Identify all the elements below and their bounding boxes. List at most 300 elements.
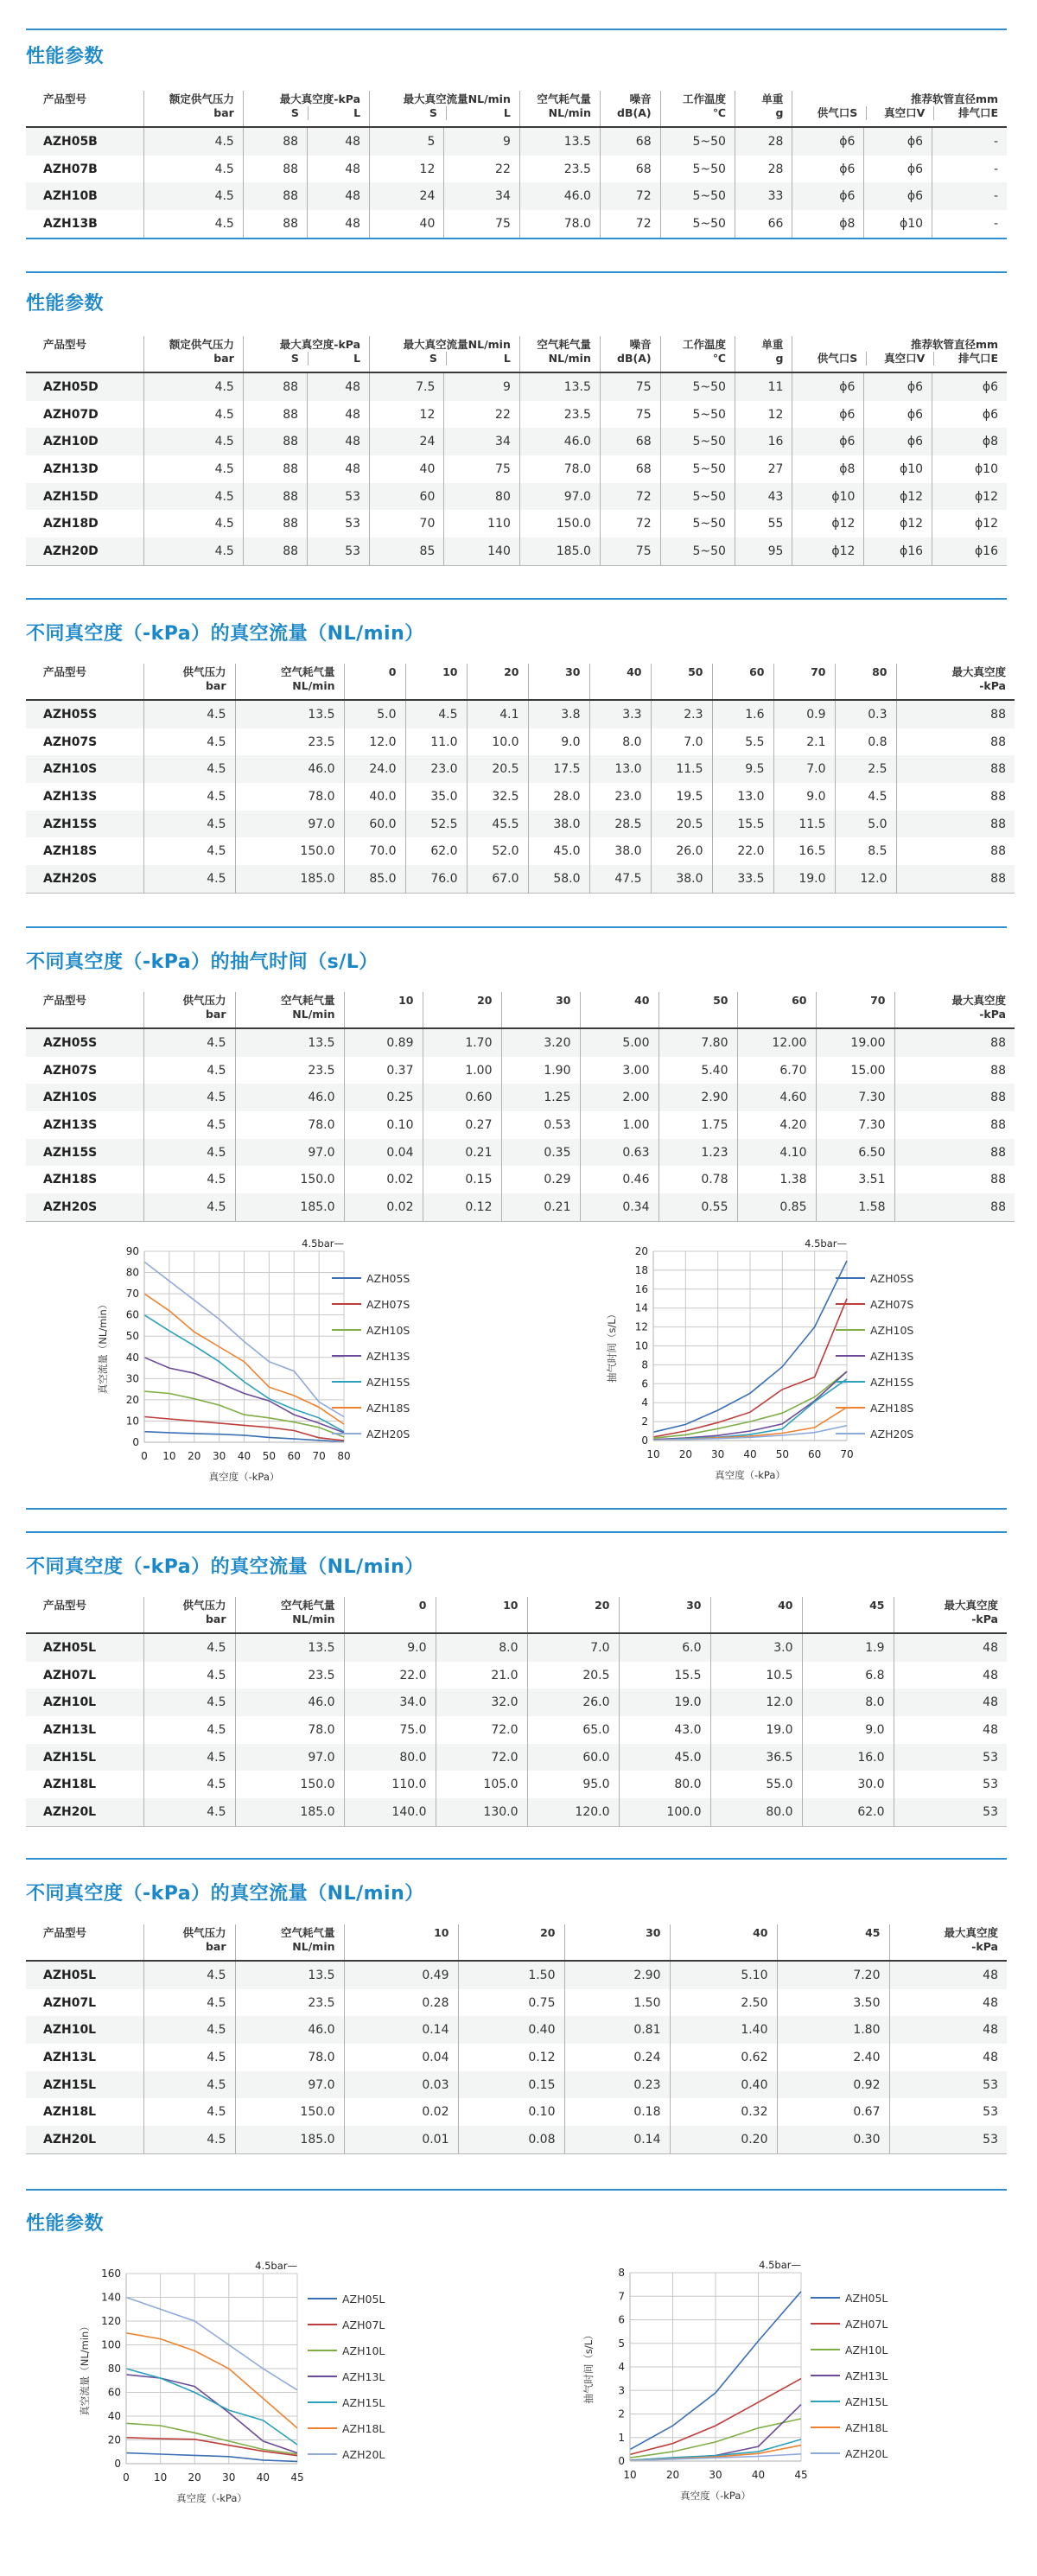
value-cell: 66 — [735, 210, 792, 239]
value-cell: 15.5 — [619, 1662, 710, 1689]
value-cell: 5~50 — [660, 210, 735, 239]
value-cell: 13.5 — [235, 1961, 344, 1989]
value-cell: 4.5 — [143, 700, 235, 728]
value-cell: 53 — [894, 1744, 1007, 1771]
value-cell: 4.5 — [405, 700, 467, 728]
legend-label: AZH18S — [366, 1402, 410, 1415]
value-cell: 23.5 — [235, 1662, 344, 1689]
value-cell: 0.02 — [344, 1193, 423, 1221]
chart-time-s — [570, 1237, 985, 1497]
value-cell: 46.0 — [519, 182, 600, 210]
series-line — [126, 2375, 297, 2453]
value-cell: ϕ16 — [864, 537, 932, 565]
table-row — [26, 1057, 1015, 1084]
table-row — [26, 1771, 1007, 1798]
value-cell: 97.0 — [235, 811, 344, 838]
value-cell: 0.55 — [658, 1193, 737, 1221]
value-cell: 11.5 — [773, 811, 835, 838]
value-cell: 2.5 — [835, 755, 896, 783]
value-cell: 2.50 — [670, 1989, 777, 2017]
value-cell: 0.18 — [564, 2098, 670, 2126]
x-tick-label: 30 — [711, 1448, 725, 1460]
table-header-row — [26, 992, 1015, 1028]
value-cell: 43.0 — [619, 1716, 710, 1744]
y-tick-label: 90 — [125, 1245, 139, 1257]
value-cell: 150.0 — [235, 2098, 344, 2126]
value-cell: 5~50 — [660, 401, 735, 429]
value-cell: 47.5 — [589, 865, 651, 893]
value-cell: 4.5 — [143, 1028, 235, 1057]
y-tick-label: 60 — [107, 2386, 121, 2399]
col-level: 40 — [670, 1924, 777, 1961]
x-axis-label: 真空度（-kPa） — [208, 1471, 280, 1483]
value-cell: 28.5 — [589, 811, 651, 838]
model-cell: AZH05L — [26, 1633, 143, 1662]
value-cell: 48 — [308, 455, 370, 483]
value-cell: 75 — [600, 401, 660, 429]
col-max-flow: 最大真空流量NL/min S L — [370, 91, 520, 127]
value-cell: 13.5 — [235, 700, 344, 728]
col-noise: 噪音 dB(A) — [600, 336, 660, 372]
x-tick-label: 10 — [623, 2469, 637, 2481]
value-cell: 0.78 — [658, 1166, 737, 1193]
col-level: 10 — [405, 664, 467, 700]
model-cell: AZH05S — [26, 700, 143, 728]
value-cell: 8.0 — [436, 1633, 527, 1662]
model-cell: AZH20L — [26, 2126, 143, 2153]
legend-label: AZH07L — [342, 2318, 385, 2331]
model-cell: AZH05B — [26, 127, 143, 156]
y-tick-label: 160 — [101, 2268, 121, 2280]
value-cell: 97.0 — [235, 2071, 344, 2099]
value-cell: 140 — [444, 537, 519, 565]
value-cell: 4.5 — [143, 783, 235, 811]
value-cell: 5~50 — [660, 182, 735, 210]
col-level: 0 — [344, 664, 405, 700]
value-cell: 2.1 — [773, 728, 835, 756]
value-cell: 0.20 — [670, 2126, 777, 2153]
value-cell: 0.01 — [344, 2126, 458, 2153]
y-tick-label: 14 — [634, 1301, 648, 1314]
col-pressure: 供气压力 bar — [143, 992, 235, 1028]
x-axis-label: 真空度（-kPa） — [715, 1469, 786, 1481]
model-cell: AZH10S — [26, 1084, 143, 1111]
value-cell: 0.12 — [458, 2044, 564, 2071]
value-cell: ϕ10 — [864, 210, 932, 239]
value-cell: 75 — [600, 537, 660, 565]
value-cell: 6.50 — [816, 1139, 894, 1167]
value-cell: 88 — [243, 210, 307, 239]
value-cell: 4.5 — [143, 811, 235, 838]
col-model: 产品型号 — [43, 665, 87, 678]
value-cell: 0.46 — [580, 1166, 658, 1193]
value-cell: 48 — [308, 156, 370, 183]
value-cell: 78.0 — [235, 783, 344, 811]
value-cell: 46.0 — [235, 755, 344, 783]
value-cell: 45.5 — [467, 811, 528, 838]
value-cell: 13.5 — [235, 1028, 344, 1057]
value-cell: 0.21 — [501, 1193, 580, 1221]
value-cell: 62.0 — [802, 1798, 894, 1826]
value-cell: 78.0 — [519, 455, 600, 483]
value-cell: 140.0 — [344, 1798, 436, 1826]
model-cell: AZH15S — [26, 811, 143, 838]
time-table-s — [26, 992, 1015, 1222]
value-cell: 0.32 — [670, 2098, 777, 2126]
value-cell: 80.0 — [344, 1744, 436, 1771]
value-cell: 27 — [735, 455, 792, 483]
col-level: 40 — [580, 992, 658, 1028]
value-cell: 4.5 — [143, 2071, 235, 2099]
value-cell: 12 — [370, 401, 444, 429]
value-cell: 150.0 — [519, 510, 600, 537]
value-cell: 5.0 — [344, 700, 405, 728]
value-cell: 4.5 — [143, 2098, 235, 2126]
value-cell: 24 — [370, 428, 444, 455]
value-cell: 67.0 — [467, 865, 528, 893]
table-row — [26, 1193, 1015, 1221]
value-cell: 88 — [894, 1193, 1015, 1221]
value-cell: 76.0 — [405, 865, 467, 893]
value-cell: 0.08 — [458, 2126, 564, 2153]
model-cell: AZH18L — [43, 2105, 97, 2120]
value-cell: - — [932, 182, 1007, 210]
series-line — [126, 2333, 297, 2428]
value-cell: 0.23 — [564, 2071, 670, 2099]
value-cell: 0.60 — [423, 1084, 501, 1111]
legend-label: AZH18S — [870, 1402, 914, 1415]
value-cell: 60.0 — [344, 811, 405, 838]
col-level: 10 — [436, 1597, 527, 1633]
value-cell: 19.0 — [619, 1689, 710, 1716]
value-cell: 1.50 — [458, 1961, 564, 1989]
value-cell: 7.80 — [658, 1028, 737, 1057]
value-cell: 30.0 — [802, 1771, 894, 1798]
value-cell: 11.5 — [651, 755, 712, 783]
table-row — [26, 1028, 1015, 1057]
value-cell: 68 — [600, 127, 660, 156]
value-cell: 120.0 — [527, 1798, 619, 1826]
value-cell: 72 — [600, 210, 660, 239]
value-cell: 4.5 — [143, 401, 243, 429]
value-cell: ϕ8 — [932, 428, 1007, 455]
legend-label: AZH20S — [870, 1428, 914, 1441]
value-cell: 55.0 — [710, 1771, 802, 1798]
value-cell: 6.8 — [802, 1662, 894, 1689]
value-cell: - — [932, 127, 1007, 156]
value-cell: 150.0 — [235, 1771, 344, 1798]
col-level: 40 — [589, 664, 651, 700]
value-cell: 4.5 — [143, 483, 243, 511]
value-cell: 88 — [894, 1028, 1015, 1057]
legend-label: AZH13L — [342, 2370, 385, 2383]
value-cell: 0.14 — [564, 2126, 670, 2153]
value-cell: ϕ16 — [932, 537, 1007, 565]
value-cell: 13.5 — [519, 372, 600, 401]
value-cell: 88 — [896, 728, 1015, 756]
value-cell: 0.25 — [344, 1084, 423, 1111]
value-cell: 23.0 — [405, 755, 467, 783]
value-cell: 48 — [894, 1689, 1007, 1716]
col-max-vacuum: 最大真空度 -kPa — [894, 1597, 1007, 1633]
value-cell: 4.5 — [143, 537, 243, 565]
y-tick-label: 140 — [101, 2291, 121, 2304]
value-cell: 48 — [308, 182, 370, 210]
col-model: 产品型号 — [43, 338, 87, 351]
x-tick-label: 40 — [751, 2469, 766, 2481]
value-cell: 48 — [889, 2016, 1007, 2044]
value-cell: 12.0 — [710, 1689, 802, 1716]
value-cell: 3.8 — [528, 700, 589, 728]
col-level: 10 — [344, 1924, 458, 1961]
value-cell: 4.1 — [467, 700, 528, 728]
value-cell: 34 — [444, 182, 519, 210]
col-hose: 推荐软管直径mm 供气口S 真空口V 排气口E — [792, 336, 1007, 372]
col-max-flow: 最大真空流量NL/min S L — [370, 336, 520, 372]
value-cell: 4.5 — [143, 1716, 235, 1744]
value-cell: 78.0 — [519, 210, 600, 239]
value-cell: ϕ6 — [864, 372, 932, 401]
value-cell: 12.00 — [737, 1028, 816, 1057]
value-cell: 4.5 — [143, 1166, 235, 1193]
value-cell: 2.40 — [777, 2044, 889, 2071]
table-row — [26, 2071, 1007, 2099]
value-cell: 95 — [735, 537, 792, 565]
x-tick-label: 45 — [794, 2469, 808, 2481]
value-cell: 40 — [370, 455, 444, 483]
value-cell: 130.0 — [436, 1798, 527, 1826]
value-cell: 53 — [894, 1798, 1007, 1826]
value-cell: ϕ10 — [864, 455, 932, 483]
y-tick-label: 18 — [634, 1263, 648, 1276]
value-cell: 7.0 — [527, 1633, 619, 1662]
value-cell: 4.5 — [143, 156, 243, 183]
x-tick-label: 20 — [678, 1448, 692, 1460]
section-rule — [26, 1858, 1007, 1860]
col-max-vacuum: 最大真空度-kPa S L — [243, 336, 369, 372]
col-model: 产品型号 — [43, 994, 87, 1007]
value-cell: 5.10 — [670, 1961, 777, 1989]
value-cell: 5~50 — [660, 428, 735, 455]
value-cell: 68 — [600, 428, 660, 455]
value-cell: 0.04 — [344, 1139, 423, 1167]
col-level: 20 — [527, 1597, 619, 1633]
model-cell: AZH13L — [43, 1722, 97, 1737]
col-level: 45 — [802, 1597, 894, 1633]
value-cell: 88 — [894, 1139, 1015, 1167]
value-cell: 26.0 — [651, 837, 712, 865]
value-cell: 23.0 — [589, 783, 651, 811]
chart-title: 4.5bar— — [255, 2260, 297, 2272]
value-cell: ϕ8 — [792, 455, 864, 483]
section-rule — [26, 926, 1007, 928]
value-cell: 48 — [889, 1961, 1007, 1989]
value-cell: 0.02 — [344, 1166, 423, 1193]
value-cell: 12 — [370, 156, 444, 183]
value-cell: 4.5 — [143, 1662, 235, 1689]
value-cell: 0.3 — [835, 700, 896, 728]
value-cell: 22.0 — [344, 1662, 436, 1689]
value-cell: 3.20 — [501, 1028, 580, 1057]
col-pressure: 供气压力 bar — [143, 1924, 235, 1961]
col-level: 30 — [619, 1597, 710, 1633]
legend-label: AZH18L — [342, 2422, 385, 2435]
value-cell: 11 — [735, 372, 792, 401]
model-cell: AZH13S — [43, 1117, 98, 1132]
value-cell: 1.23 — [658, 1139, 737, 1167]
y-tick-label: 120 — [101, 2315, 121, 2327]
value-cell: 78.0 — [235, 1716, 344, 1744]
chart-title: 4.5bar— — [302, 1237, 344, 1250]
value-cell: 0.04 — [344, 2044, 458, 2071]
value-cell: 35.0 — [405, 783, 467, 811]
y-axis-label: 真空流量（NL/min） — [79, 2321, 91, 2416]
value-cell: 0.75 — [458, 1989, 564, 2017]
col-pressure: 供气压力 bar — [143, 1597, 235, 1633]
col-level: 60 — [712, 664, 773, 700]
y-tick-label: 8 — [641, 1358, 648, 1371]
model-cell: AZH07S — [43, 1063, 98, 1078]
table-row — [26, 182, 1007, 210]
spec-table-b — [26, 91, 1007, 239]
legend-label: AZH05S — [870, 1272, 914, 1285]
value-cell: 4.5 — [143, 1111, 235, 1139]
value-cell: 7.0 — [773, 755, 835, 783]
value-cell: ϕ6 — [864, 127, 932, 156]
model-cell: AZH10B — [26, 182, 143, 210]
value-cell: 23.5 — [519, 401, 600, 429]
value-cell: 16 — [735, 428, 792, 455]
value-cell: ϕ6 — [864, 182, 932, 210]
table-row — [26, 783, 1015, 811]
value-cell: 4.5 — [835, 783, 896, 811]
table-row — [26, 483, 1007, 511]
y-axis-label: 抽气时间（s/L） — [606, 1308, 618, 1383]
value-cell: - — [932, 210, 1007, 239]
x-tick-label: 10 — [646, 1448, 660, 1460]
col-pressure: 额定供气压力 bar — [143, 336, 243, 372]
y-tick-label: 1 — [618, 2431, 625, 2444]
table-row — [26, 2098, 1007, 2126]
model-cell: AZH07L — [43, 1668, 97, 1682]
col-model: 产品型号 — [43, 1599, 87, 1612]
x-tick-label: 40 — [237, 1450, 251, 1462]
value-cell: 9.5 — [712, 755, 773, 783]
value-cell: 0.8 — [835, 728, 896, 756]
model-cell: AZH07S — [43, 735, 98, 749]
x-tick-label: 30 — [222, 2471, 236, 2484]
value-cell: 5 — [370, 127, 444, 156]
value-cell: 0.62 — [670, 2044, 777, 2071]
value-cell: 0.29 — [501, 1166, 580, 1193]
value-cell: 13.0 — [712, 783, 773, 811]
model-cell: AZH05D — [26, 372, 143, 401]
value-cell: 1.50 — [564, 1989, 670, 2017]
legend-label: AZH20L — [845, 2447, 888, 2460]
value-cell: 20.5 — [651, 811, 712, 838]
value-cell: 4.5 — [143, 1961, 235, 1989]
value-cell: 1.00 — [423, 1057, 501, 1084]
value-cell: ϕ6 — [792, 401, 864, 429]
col-model: 产品型号 — [43, 92, 87, 105]
value-cell: 58.0 — [528, 865, 589, 893]
value-cell: 0.14 — [344, 2016, 458, 2044]
table-row — [26, 755, 1015, 783]
y-tick-label: 6 — [618, 2313, 625, 2326]
value-cell: 24.0 — [344, 755, 405, 783]
value-cell: 4.5 — [143, 2126, 235, 2153]
table-row — [26, 728, 1015, 756]
value-cell: 23.5 — [235, 1057, 344, 1084]
value-cell: 4.5 — [143, 755, 235, 783]
y-tick-label: 20 — [107, 2433, 121, 2446]
legend-label: AZH15S — [366, 1376, 410, 1389]
value-cell: 9 — [444, 372, 519, 401]
value-cell: 80 — [444, 483, 519, 511]
legend-label: AZH20L — [342, 2448, 385, 2461]
y-tick-label: 20 — [125, 1393, 139, 1406]
value-cell: 0.92 — [777, 2071, 889, 2099]
table-row — [26, 1111, 1015, 1139]
model-cell: AZH15L — [26, 2071, 143, 2099]
table-row — [26, 1744, 1007, 1771]
x-axis-label: 真空度（-kPa） — [680, 2490, 751, 2502]
value-cell: 110 — [444, 510, 519, 537]
legend-label: AZH07S — [870, 1298, 914, 1311]
value-cell: 15.5 — [712, 811, 773, 838]
value-cell: 5.00 — [580, 1028, 658, 1057]
value-cell: 48 — [889, 2044, 1007, 2071]
value-cell: 12.0 — [344, 728, 405, 756]
value-cell: 15.00 — [816, 1057, 894, 1084]
value-cell: 88 — [894, 1111, 1015, 1139]
value-cell: 7.0 — [651, 728, 712, 756]
y-tick-label: 80 — [107, 2363, 121, 2375]
value-cell: 48 — [308, 127, 370, 156]
model-cell: AZH20S — [26, 865, 143, 893]
x-tick-label: 45 — [290, 2471, 304, 2484]
value-cell: 11.0 — [405, 728, 467, 756]
value-cell: 97.0 — [235, 1744, 344, 1771]
value-cell: 88 — [243, 537, 307, 565]
value-cell: 110.0 — [344, 1771, 436, 1798]
section-rule — [26, 1531, 1007, 1533]
line-chart — [570, 1237, 985, 1497]
value-cell: 4.5 — [143, 127, 243, 156]
table-row — [26, 811, 1015, 838]
section-rule — [26, 2189, 1007, 2191]
value-cell: 3.50 — [777, 1989, 889, 2017]
value-cell: 4.5 — [143, 865, 235, 893]
value-cell: 9.0 — [802, 1716, 894, 1744]
value-cell: 0.15 — [458, 2071, 564, 2099]
value-cell: 88 — [894, 1084, 1015, 1111]
value-cell: 28 — [735, 127, 792, 156]
value-cell: 185.0 — [235, 1798, 344, 1826]
value-cell: 4.5 — [143, 1193, 235, 1221]
col-max-vacuum: 最大真空度-kPa S L — [243, 91, 369, 127]
x-axis-label: 真空度（-kPa） — [176, 2492, 247, 2504]
table-row — [26, 1084, 1015, 1111]
table-row — [26, 1798, 1007, 1826]
value-cell: 9.0 — [344, 1633, 436, 1662]
value-cell: 88 — [243, 156, 307, 183]
value-cell: 13.5 — [519, 127, 600, 156]
value-cell: 0.27 — [423, 1111, 501, 1139]
legend-label: AZH20S — [366, 1428, 410, 1441]
value-cell: 40.0 — [344, 783, 405, 811]
value-cell: 4.10 — [737, 1139, 816, 1167]
